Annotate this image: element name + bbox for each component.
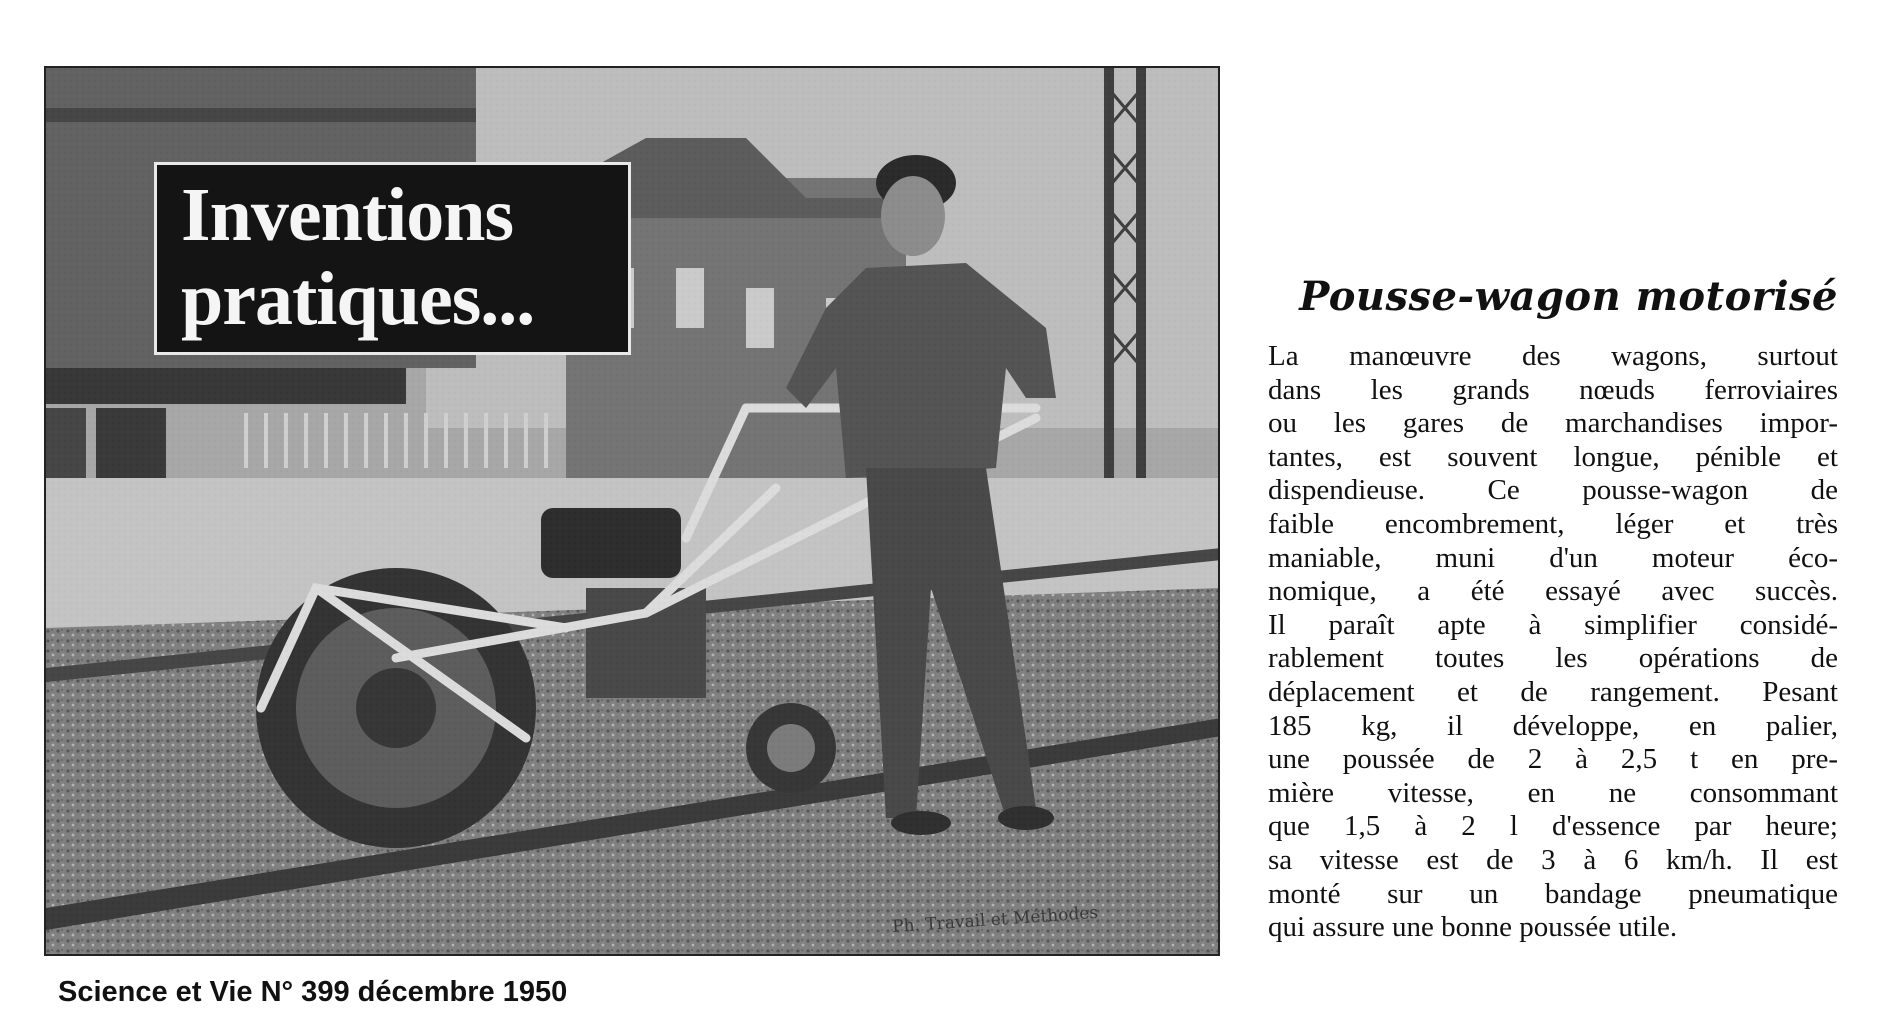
body-line: une poussée de 2 à 2,5 t en pre- [1268, 743, 1838, 776]
body-line: que 1,5 à 2 l d'essence par heure; [1268, 810, 1838, 843]
body-line: rablement toutes les opérations de [1268, 642, 1838, 675]
article-body [1268, 340, 1838, 945]
body-line: dans les grands nœuds ferroviaires [1268, 373, 1838, 406]
body-line: La manœuvre des wagons, surtout [1268, 340, 1838, 372]
inventions-banner [154, 162, 631, 355]
banner-line-1: Inventions [181, 173, 514, 257]
body-line: monté sur un bandage pneumatique [1268, 877, 1838, 910]
article-photo [44, 66, 1220, 956]
body-line: ou les gares de marchandises impor- [1268, 407, 1838, 440]
banner-line-2: pratiques... [181, 257, 535, 341]
body-line: nomique, a été essayé avec succès. [1268, 575, 1838, 608]
body-line: faible encombrement, léger et très [1268, 507, 1838, 540]
source-caption: Science et Vie N° 399 décembre 1950 [58, 976, 568, 1008]
body-line: maniable, muni d'un moteur éco- [1268, 541, 1838, 574]
body-line: qui assure une bonne poussée utile. [1268, 911, 1678, 944]
body-line: mière vitesse, en ne consommant [1268, 776, 1838, 809]
body-line: sa vitesse est de 3 à 6 km/h. Il est [1268, 843, 1838, 876]
body-line: 185 kg, il développe, en palier, [1268, 709, 1838, 742]
photo-credit: Ph. Travail et Méthodes [891, 902, 1099, 938]
body-line: déplacement et de rangement. Pesant [1268, 675, 1838, 708]
body-line: dispendieuse. Ce pousse-wagon de [1268, 474, 1838, 507]
article-title: Pousse-wagon motorisé [1299, 273, 1838, 320]
body-line: Il paraît apte à simplifier considé- [1268, 608, 1838, 641]
body-line: tantes, est souvent longue, pénible et [1268, 440, 1838, 473]
